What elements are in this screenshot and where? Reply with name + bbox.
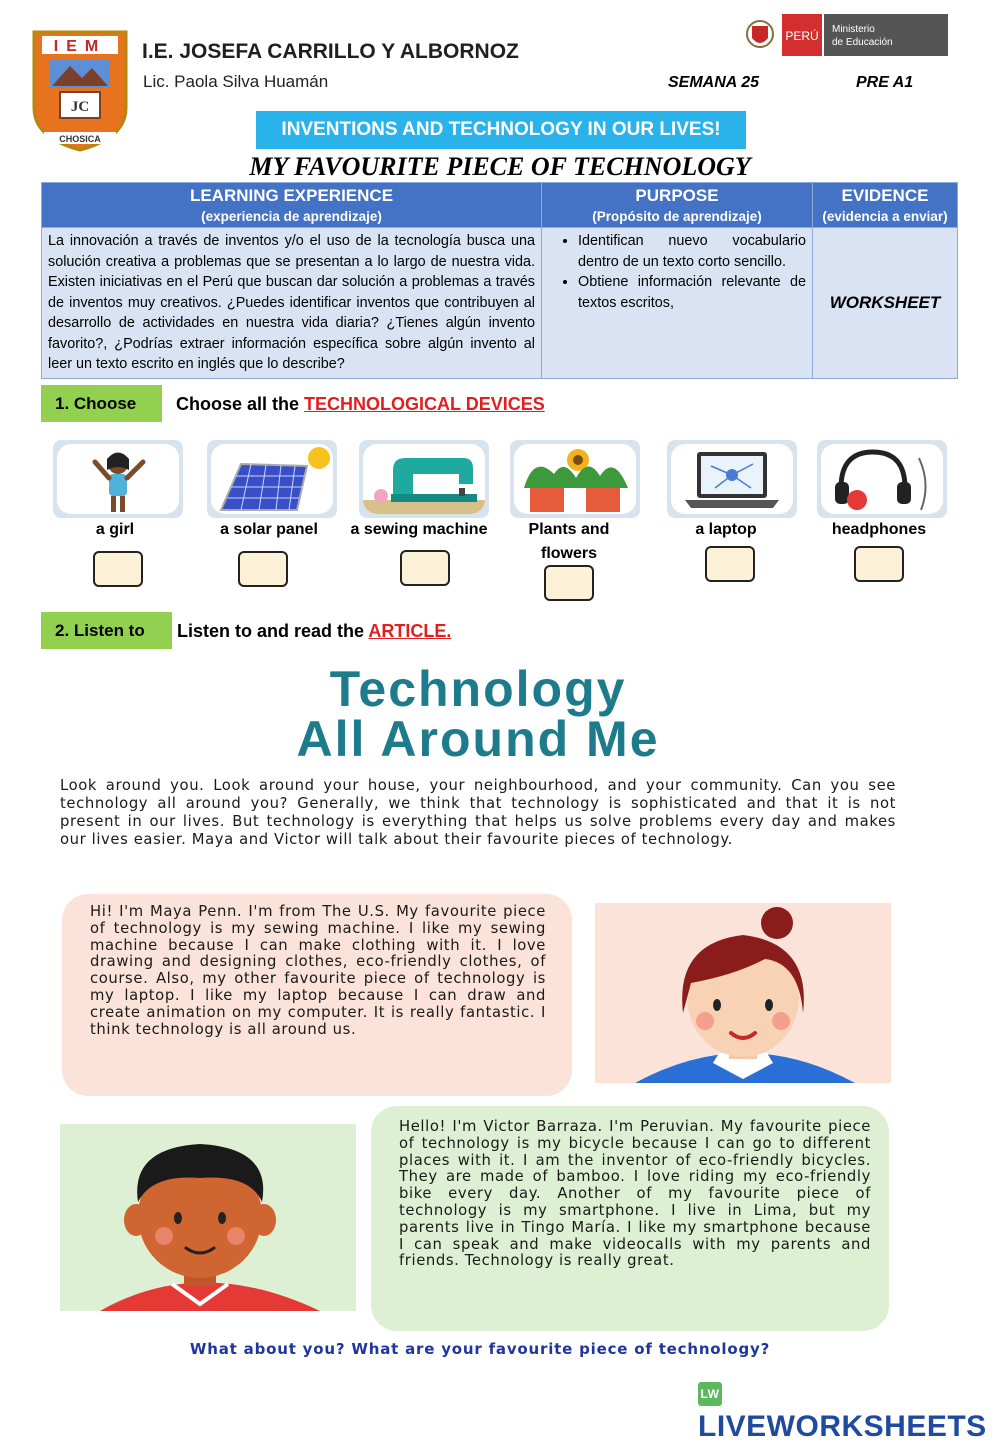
- sewing-machine-image: [359, 440, 489, 518]
- ministry-logo: [742, 12, 950, 58]
- victor-speech-bubble: Hello! I'm Victor Barraza. I'm Peruvian. My favourite piece of technology is my bicycle because I can go to different places with it. I am the inventor of eco-friendly bicycles. They are made of bamboo. I love riding my eco-friendly bike every day. Another of my favourite piece of technology is my smartphone. I live in Lima, but my parents live in Tingo María. I like my smartphone because I can speak and make videocalls with my parents and friends. Technology is really great.: [371, 1106, 889, 1331]
- item-label-sewing-machine: a sewing machine: [350, 521, 488, 538]
- maya-speech-bubble: Hi! I'm Maya Penn. I'm from The U.S. My favourite piece of technology is my sewing machine. I like my sewing machine because I can make clothing with it. I love drawing and designing clothes, eco-friendly clothes, of course. Also, my other favourite piece of technology is my laptop. I like my laptop because I can draw and create animation on my computer. It is really fantastic. I think technology is all around us.: [62, 894, 572, 1096]
- section2-instruction-highlight: ARTICLE.: [368, 621, 452, 641]
- header-learning-experience: [42, 183, 542, 228]
- week-label: SEMANA 25: [668, 74, 759, 91]
- checkbox-girl[interactable]: [93, 551, 143, 587]
- learning-experience-text: La innovación a través de inventos y/o el uso de la tecnología busca una solución creativa a problemas que se presentan a lo largo de nuestra vida. Existen iniciativas en el Perú que buscan dar solución a problemas a través de inventos muy creativos. ¿Puedes identificar inventos que contribuyen al desarrollo de actividades en nuestra vida diaria? ¿Tienes algún invento favorito?, ¿Podrías extraer información específica sobre algún invento al leer un texto escrito en inglés que lo describe?: [42, 228, 542, 379]
- solar-panel-image: [207, 440, 337, 518]
- section2-instruction-prefix: Listen to and read the: [177, 621, 369, 641]
- item-label-plants: Plants and flowers: [528, 521, 610, 562]
- purpose-item: • Identifican nuevo vocabulario dentro de un texto corto sencillo.: [578, 231, 806, 272]
- liveworksheets-wordmark: LIVEWORKSHEETS: [698, 1410, 987, 1443]
- evidence-value: WORKSHEET: [813, 228, 958, 379]
- checkbox-solar-panel[interactable]: [238, 551, 288, 587]
- section2-label: 2. Listen to: [41, 612, 172, 649]
- victor-illustration: [60, 1124, 356, 1311]
- header-evidence: [813, 183, 958, 228]
- header-learning-experience-sub: (experiencia de aprendizaje): [201, 209, 382, 224]
- section1-instruction: [176, 394, 545, 415]
- plants-image: [510, 440, 640, 518]
- header-evidence-title: EVIDENCE: [841, 186, 929, 205]
- section2-instruction: [177, 621, 451, 642]
- ministry-line1: Ministerio: [832, 24, 875, 35]
- header-purpose: [542, 183, 813, 228]
- checkbox-plants[interactable]: [544, 565, 594, 601]
- maya-illustration: [595, 903, 891, 1083]
- closing-question: What about you? What are your favourite piece of technology?: [189, 1340, 771, 1358]
- item-label-headphones: headphones: [831, 521, 927, 538]
- liveworksheets-badge: LW: [698, 1382, 722, 1406]
- liveworksheets-logo: [698, 1376, 1000, 1444]
- article-intro: Look around you. Look around your house, your neighbourhood, and your community. Can you see technology all around you? Generally, we think that technology is sophisticated and that it is not present in our lives. But technology is everything that helps us solve problems every day and makes our lives easier. Maya and Victor will talk about their favourite pieces of technology.: [60, 777, 896, 848]
- section1-instruction-prefix: Choose all the: [176, 394, 305, 414]
- topic-banner: INVENTIONS AND TECHNOLOGY IN OUR LIVES!: [256, 111, 746, 149]
- checkbox-headphones[interactable]: [854, 546, 904, 582]
- ministry-country: PERÚ: [785, 29, 819, 43]
- school-name: I.E. JOSEFA CARRILLO Y ALBORNOZ: [142, 40, 519, 63]
- logo-city: CHOSICA: [59, 134, 101, 144]
- header-evidence-sub: (evidencia a enviar): [822, 209, 948, 224]
- article-title-line2: All Around Me: [296, 711, 660, 767]
- header-learning-experience-title: LEARNING EXPERIENCE: [189, 186, 394, 205]
- section1-label: 1. Choose: [41, 385, 162, 422]
- girl-image: [53, 440, 183, 518]
- purpose-list: [542, 228, 813, 379]
- headphones-image: [817, 440, 947, 518]
- logo-monogram: JC: [70, 99, 90, 115]
- header-purpose-title: PURPOSE: [635, 186, 719, 205]
- checkbox-laptop[interactable]: [705, 546, 755, 582]
- school-logo: [30, 28, 130, 152]
- item-label-girl: a girl: [95, 521, 135, 538]
- laptop-image: [667, 440, 797, 518]
- logo-letters: IEM: [53, 38, 107, 55]
- section1-instruction-highlight: TECHNOLOGICAL DEVICES: [304, 394, 545, 414]
- ministry-line2: de Educación: [832, 37, 893, 48]
- worksheet-subtitle: MY FAVOURITE PIECE OF TECHNOLOGY: [249, 152, 751, 181]
- checkbox-sewing-machine[interactable]: [400, 550, 450, 586]
- header-purpose-sub: (Propósito de aprendizaje): [592, 209, 762, 224]
- article-title-line1: Technology: [329, 661, 627, 717]
- teacher-name: Lic. Paola Silva Huamán: [143, 72, 329, 91]
- level-label: PRE A1: [856, 74, 914, 91]
- item-label-laptop: a laptop: [695, 521, 757, 538]
- purpose-item: • Obtiene información relevante de textos escritos,: [578, 272, 806, 313]
- learning-table: [41, 182, 958, 379]
- item-label-solar-panel: a solar panel: [220, 521, 318, 538]
